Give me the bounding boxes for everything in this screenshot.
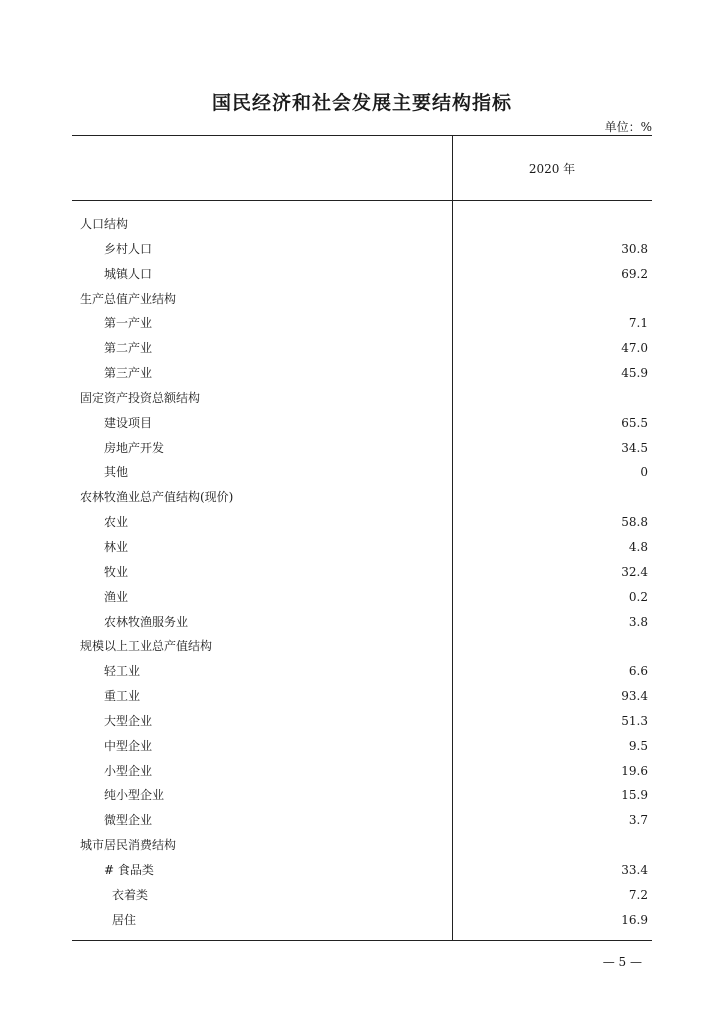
row-value: 15.9 xyxy=(621,788,648,803)
row-label: 林业 xyxy=(104,539,129,554)
row-value: 0 xyxy=(640,465,648,480)
section-label: 人口结构 xyxy=(80,217,129,231)
table-row xyxy=(72,684,652,709)
unit-label: 单位：% xyxy=(604,120,652,134)
table-row xyxy=(72,585,652,610)
table-row xyxy=(72,734,652,759)
table-row xyxy=(72,311,652,336)
row-label: 城镇人口 xyxy=(104,266,153,281)
row-value: 9.5 xyxy=(628,738,648,753)
row-label: 大型企业 xyxy=(104,713,153,728)
table-row xyxy=(72,262,652,287)
page-number: — 5 — xyxy=(602,955,642,969)
row-value: 32.4 xyxy=(621,564,648,579)
section-label: 农林牧渔业总产值结构(现价) xyxy=(80,490,234,505)
table-row xyxy=(72,908,652,933)
row-label: 建设项目 xyxy=(104,415,153,430)
row-label: 衣着类 xyxy=(112,887,149,902)
row-value: 58.8 xyxy=(621,515,648,530)
row-value: 7.1 xyxy=(628,316,648,331)
row-label: 其他 xyxy=(104,465,129,480)
row-label: 小型企业 xyxy=(104,763,153,778)
row-label: 牧业 xyxy=(104,564,129,579)
row-value: 65.5 xyxy=(621,415,648,430)
row-value: 51.3 xyxy=(621,713,648,728)
column-header-year: 2020 年 xyxy=(528,162,576,176)
row-value: 93.4 xyxy=(621,689,648,704)
row-label: 第二产业 xyxy=(104,341,153,356)
row-label: 第一产业 xyxy=(104,316,153,331)
row-value: 6.6 xyxy=(628,664,648,679)
table-row xyxy=(72,436,652,461)
page-title: 国民经济和社会发展主要结构指标 xyxy=(211,92,512,114)
table-row xyxy=(72,411,652,436)
row-label: 居住 xyxy=(112,912,137,927)
table-row xyxy=(72,510,652,535)
table-section-row xyxy=(72,212,652,237)
row-value: 47.0 xyxy=(621,341,648,356)
table-row xyxy=(72,659,652,684)
row-label: 轻工业 xyxy=(104,664,141,679)
row-label: 农林牧渔服务业 xyxy=(104,614,189,629)
section-label: 规模以上工业总产值结构 xyxy=(80,639,213,654)
table-row xyxy=(72,610,652,635)
table-row xyxy=(72,783,652,808)
table-row xyxy=(72,759,652,784)
row-label: 重工业 xyxy=(104,689,141,704)
row-value: 3.7 xyxy=(628,813,648,828)
table-row xyxy=(72,709,652,734)
row-value: 34.5 xyxy=(621,440,648,455)
table-row xyxy=(72,883,652,908)
table-section-row xyxy=(72,634,652,659)
row-label: 渔业 xyxy=(104,589,129,604)
row-value: 7.2 xyxy=(628,887,648,902)
row-label: 房地产开发 xyxy=(104,440,165,455)
table-row xyxy=(72,336,652,361)
table-row xyxy=(72,460,652,485)
table-header-rule xyxy=(72,200,652,201)
row-value: 19.6 xyxy=(621,763,648,778)
row-value: 4.8 xyxy=(628,539,648,554)
row-value: 33.4 xyxy=(621,862,648,877)
table-row xyxy=(72,858,652,883)
table-section-row xyxy=(72,833,652,858)
row-label: # 食品类 xyxy=(104,862,154,877)
table-row xyxy=(72,237,652,262)
row-value: 3.8 xyxy=(628,614,648,629)
table-section-row xyxy=(72,386,652,411)
row-value: 30.8 xyxy=(621,241,648,256)
row-label: 纯小型企业 xyxy=(104,788,165,803)
row-label: 第三产业 xyxy=(104,366,153,381)
row-value: 45.9 xyxy=(621,366,648,381)
row-value: 16.9 xyxy=(621,912,648,927)
section-label: 城市居民消费结构 xyxy=(80,838,177,853)
indicator-table-body xyxy=(72,212,652,932)
table-section-row xyxy=(72,485,652,510)
row-label: 微型企业 xyxy=(104,813,153,828)
section-label: 生产总值产业结构 xyxy=(80,291,177,306)
row-value: 0.2 xyxy=(628,589,648,604)
row-label: 农业 xyxy=(104,515,129,530)
row-label: 乡村人口 xyxy=(104,241,153,256)
table-row xyxy=(72,535,652,560)
row-label: 中型企业 xyxy=(104,738,153,753)
row-value: 69.2 xyxy=(621,266,648,281)
section-label: 固定资产投资总额结构 xyxy=(80,390,201,405)
table-top-rule xyxy=(72,135,652,136)
table-row xyxy=(72,361,652,386)
table-bottom-rule xyxy=(72,940,652,941)
table-row xyxy=(72,560,652,585)
table-row xyxy=(72,808,652,833)
table-section-row xyxy=(72,287,652,312)
